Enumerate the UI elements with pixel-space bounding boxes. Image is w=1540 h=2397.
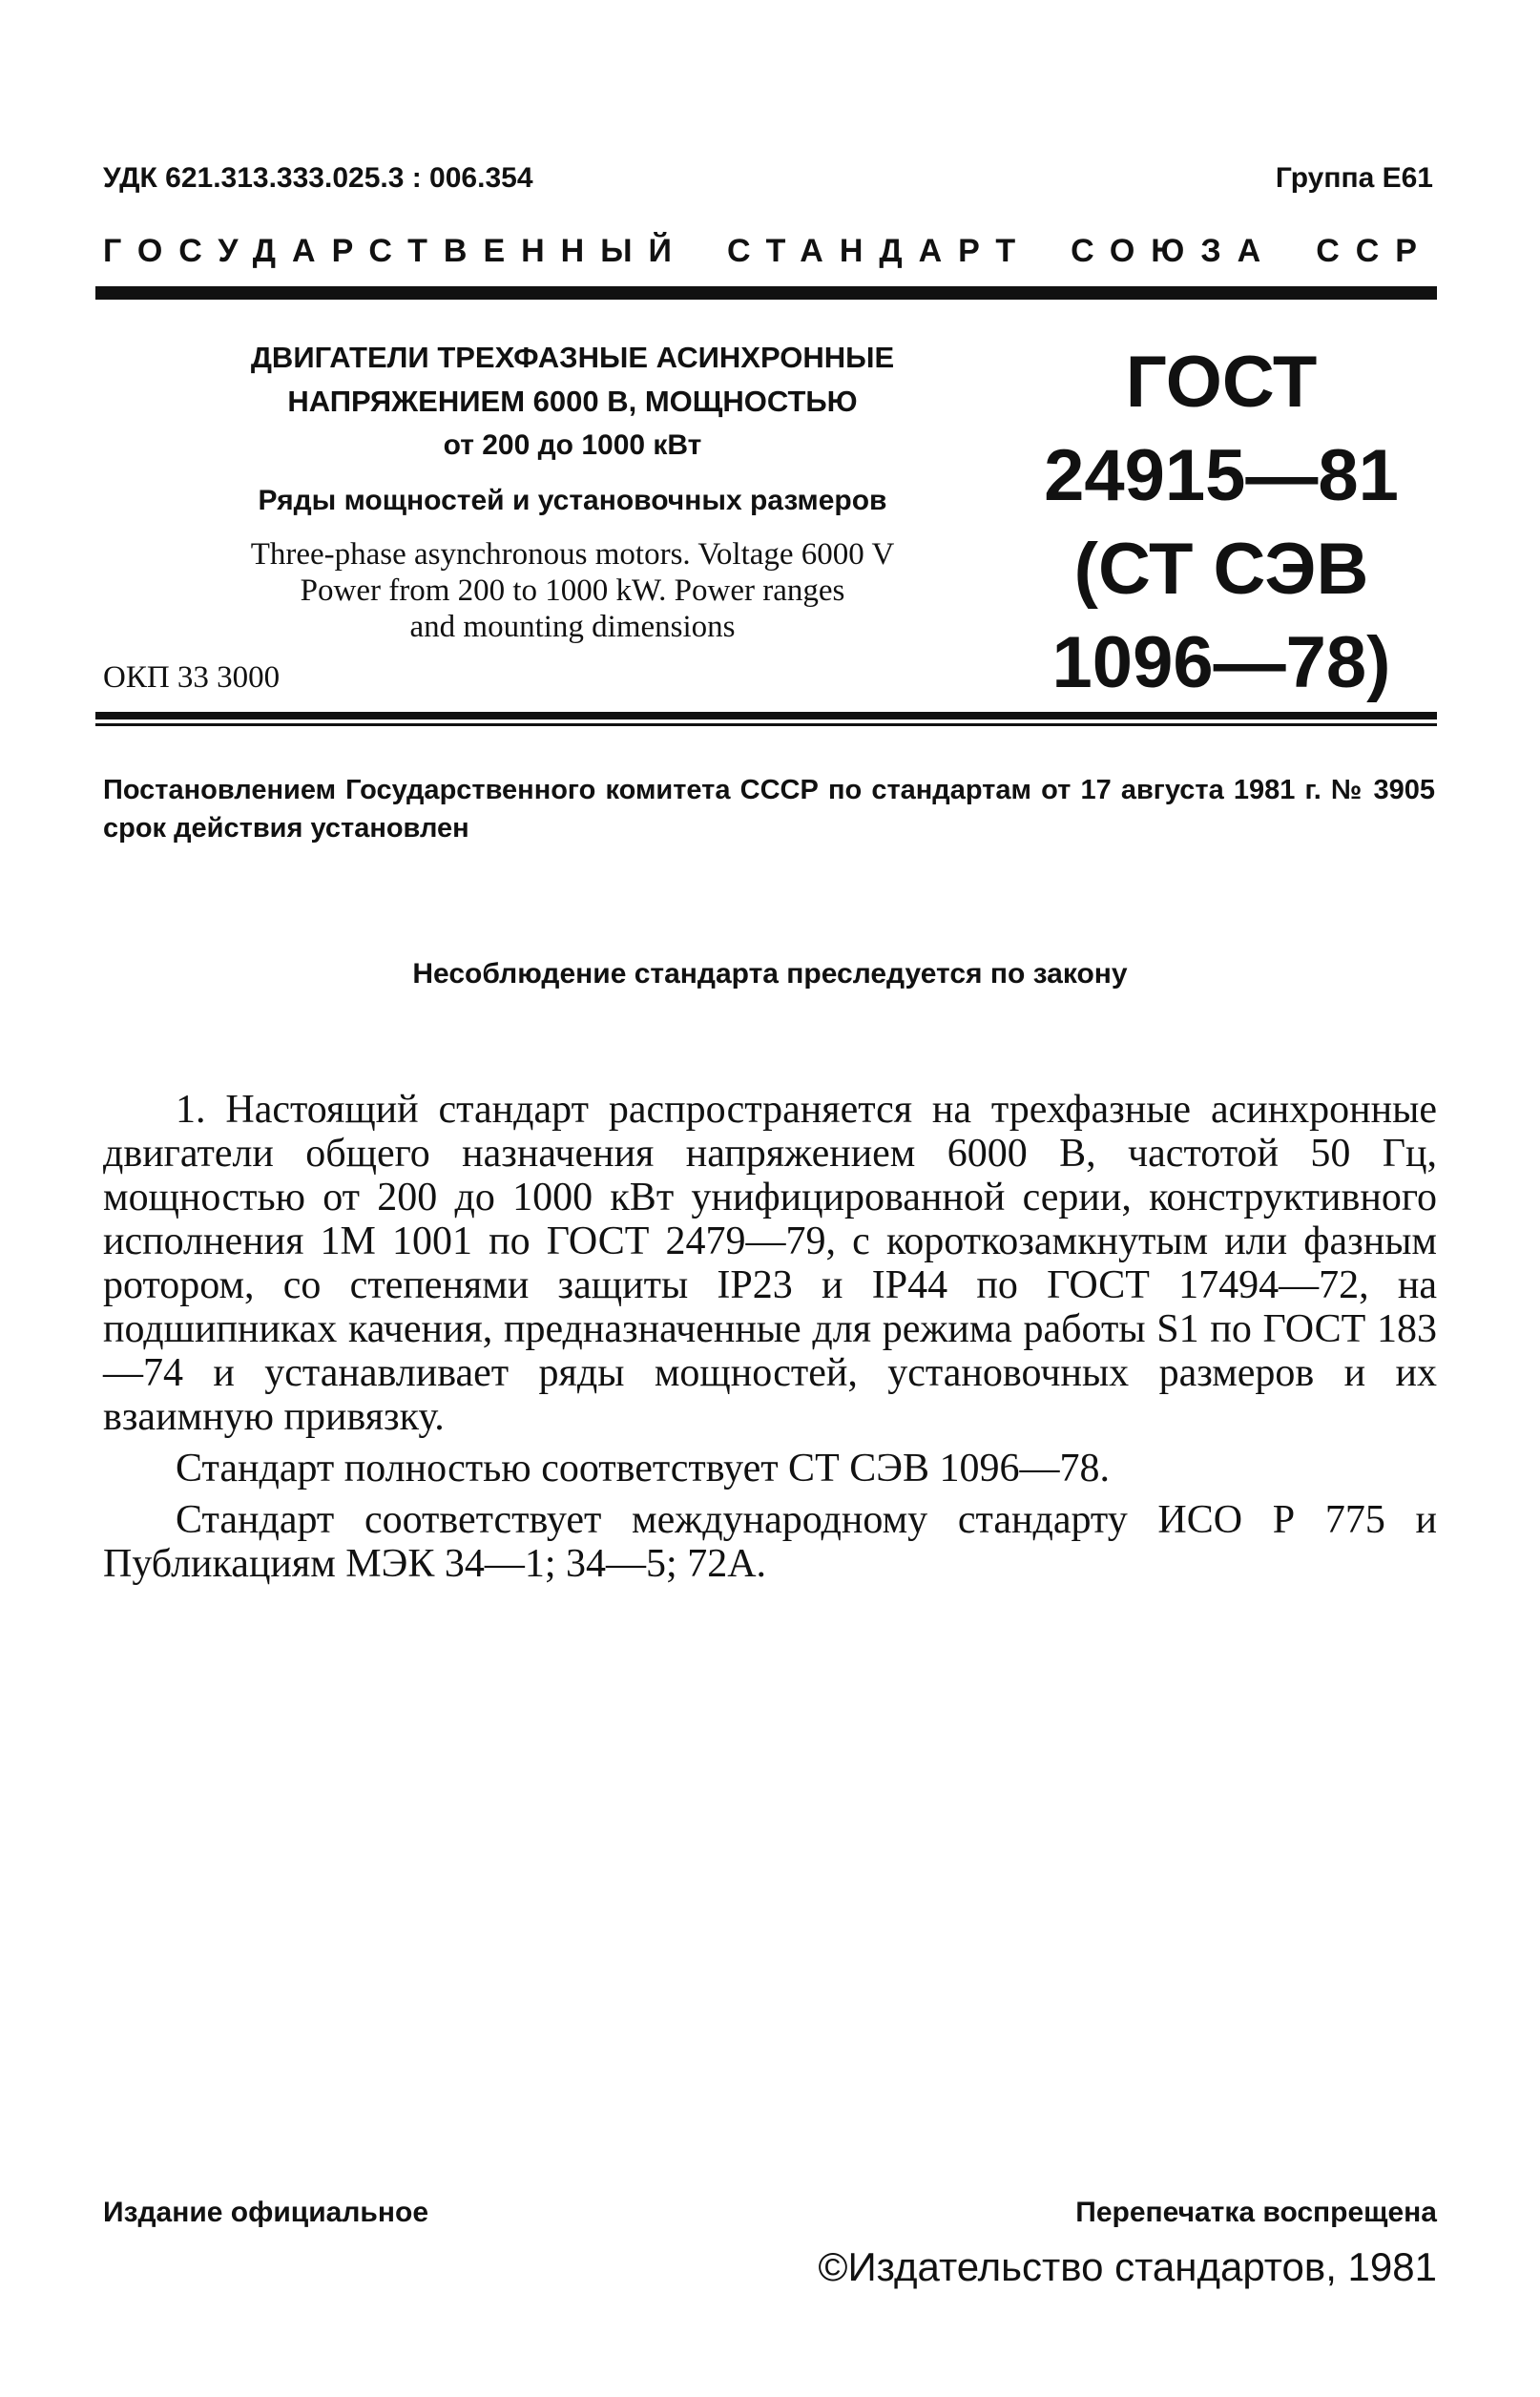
document-title (153, 336, 992, 468)
reprint-prohibited-label: Перепечатка воспрещена (1075, 2197, 1437, 2228)
state-standard-banner (103, 233, 1433, 270)
decree-text: Постановлением Государственного комитета СССР по стандартам от 17 августа 1981 г. № 3905 срок действия установлен (103, 775, 1435, 844)
group-code: Группа Е61 (1275, 162, 1433, 194)
banner-word-3: СОЮЗА (1071, 233, 1278, 269)
english-title (134, 536, 1011, 645)
udk-code: УДК 621.313.333.025.3 : 006.354 (103, 162, 533, 194)
legal-warning: Несоблюдение стандарта преследуется по закону (412, 958, 1128, 990)
gost-line-4: 1096—78) (1051, 622, 1391, 703)
gost-line-3: (СТ СЭВ (1073, 529, 1369, 610)
gost-line-1: ГОСТ (1125, 342, 1318, 423)
top-rule (95, 286, 1437, 300)
title-line-3: от 200 до 1000 кВт (443, 429, 702, 461)
paragraph-3: Стандарт соответствует международному стандарту ИСО Р 775 и Публикациям МЭК 34—1; 34—5; 72А. (103, 1498, 1437, 1586)
title-line-2: НАПРЯЖЕНИЕМ 6000 В, МОЩНОСТЬЮ (287, 385, 858, 418)
body-text (103, 1088, 1437, 1594)
official-edition-label: Издание официальное (103, 2197, 429, 2228)
title-line-1: ДВИГАТЕЛИ ТРЕХФАЗНЫЕ АСИНХРОННЫЕ (250, 341, 895, 374)
gost-line-2: 24915—81 (1044, 435, 1399, 516)
english-line-2: Power from 200 to 1000 kW. Power ranges (300, 573, 845, 608)
document-subtitle: Ряды мощностей и установочных размеров (258, 485, 887, 516)
okp-code: ОКП 33 3000 (103, 660, 281, 695)
paragraph-2: Стандарт полностью соответствует СТ СЭВ 1096—78. (176, 1447, 1110, 1490)
header-bottom-rule (95, 712, 1437, 719)
banner-word-4: ССР (1316, 233, 1433, 269)
english-line-3: and mounting dimensions (409, 610, 736, 644)
english-line-1: Three-phase asynchronous motors. Voltage 6000 V (250, 537, 895, 572)
copyright-line: ©Издательство стандартов, 1981 (818, 2244, 1437, 2289)
paragraph-1: 1. Настоящий стандарт распространяется на трехфазные асинхронные двигатели общего назначения напряжением 6000 В, частотой 50 Гц, мощностью от 200 до 1000 кВт унифицированной серии, конструктивного исполнения 1М 1001 по ГОСТ 2479—79, с короткозамкнутым или фазным ротором, со степенями защиты IP23 и IP44 по ГОСТ 17494—72, на подшипниках качения, предназначенные для режима работы S1 по ГОСТ 183—74 и устанавливает ряды мощностей, установочных размеров и их взаимную привязку. (103, 1088, 1437, 1439)
header-bottom-thin-rule (95, 723, 1437, 726)
banner-word-1: ГОСУДАРСТВЕННЫЙ (103, 233, 688, 269)
gost-number (1011, 336, 1431, 710)
banner-word-2: СТАНДАРТ (726, 233, 1032, 269)
